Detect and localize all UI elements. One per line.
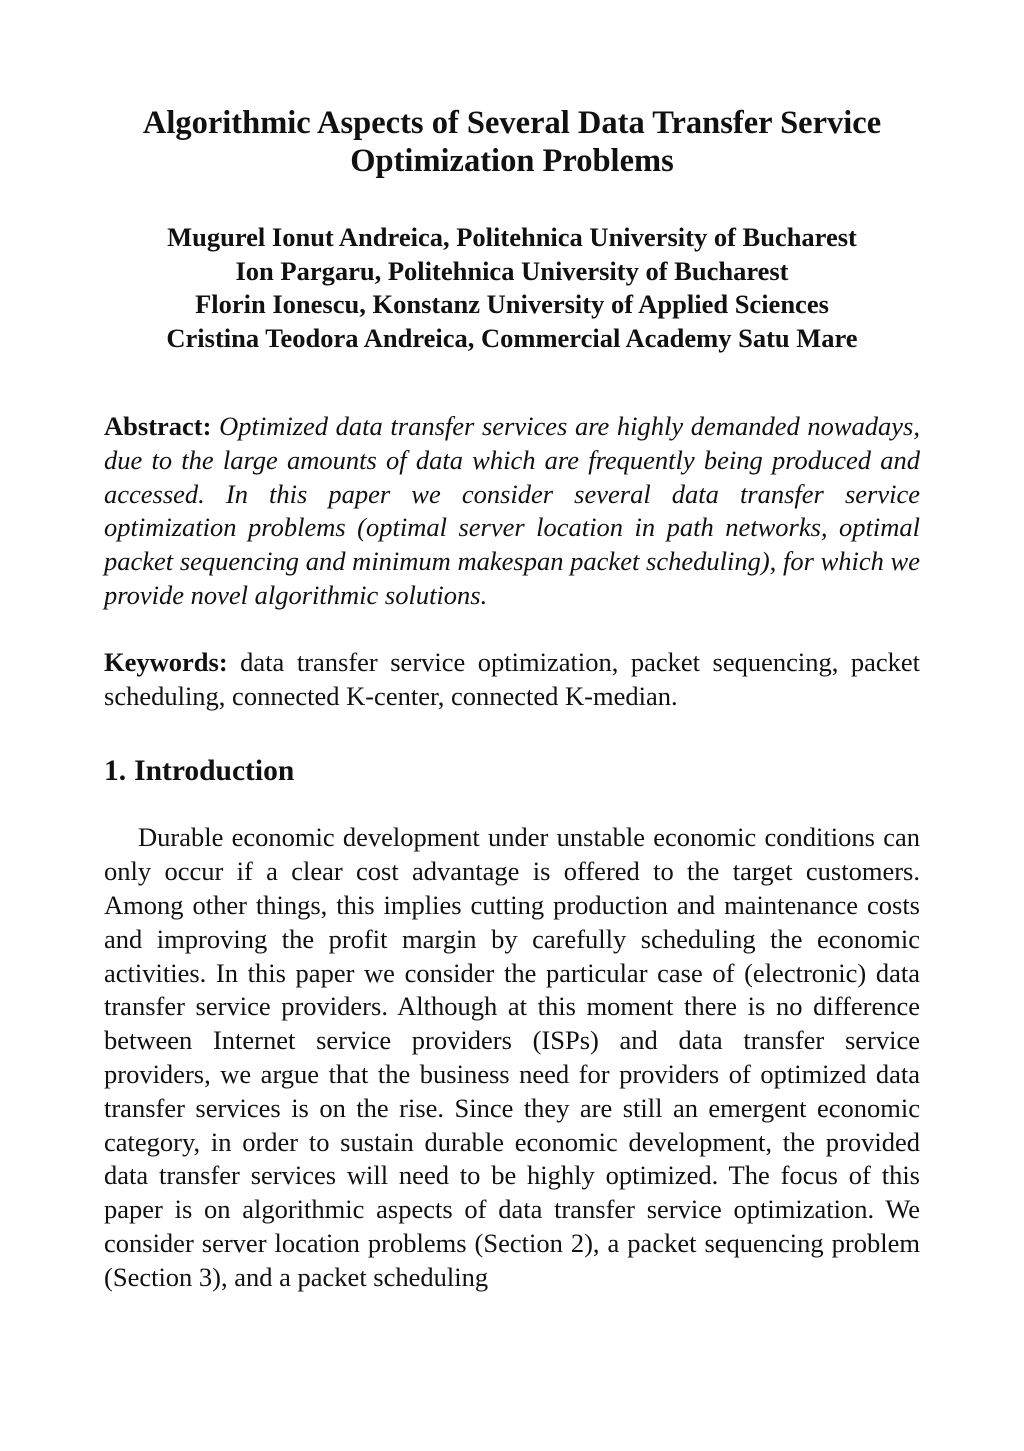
author-4: Cristina Teodora Andreica, Commercial Academy Satu Mare xyxy=(166,322,858,353)
keywords-text: data transfer service optimization, packet sequencing, packet scheduling, connected K-center, connected K-median. xyxy=(104,646,921,711)
title-line-2: Optimization Problems xyxy=(350,143,674,179)
abstract-text: Optimized data transfer services are highly demanded nowadays, due to the large amounts of data which are frequently being produced and accessed. In this paper we consider several data transfer service optimization problems (optimal server location in path networks, optimal packet sequencing and minimum makespan packet scheduling), for which we provide novel algorithmic solutions. xyxy=(104,411,920,610)
section-heading-introduction xyxy=(104,753,920,789)
abstract xyxy=(104,410,920,613)
title-line-1: Algorithmic Aspects of Several Data Transfer Service xyxy=(142,105,882,141)
section-number: 1. xyxy=(104,755,127,788)
author-1: Mugurel Ionut Andreica, Politehnica University of Bucharest xyxy=(167,222,857,252)
introduction-paragraph: Durable economic development under unstable economic conditions can only occur if a clear cost advantage is offered to the target customers. Among other things, this implies cutting production and maintenance costs and improving the profit margin by carefully scheduling the economic activities. In this paper we consider the particular case of (electronic) data transfer service providers. Although at this moment there is no difference between Internet service providers (ISPs) and data transfer service providers, we argue that the business need for providers of optimized data transfer services is on the rise. Since they are still an emergent economic category, in order to sustain durable economic development, the provided data transfer services will need to be highly optimized. The focus of this paper is on algorithmic aspects of data transfer service optimization. We consider server location problems (Section 2), a packet sequencing problem (Section 3), and a packet scheduling xyxy=(104,822,920,1292)
author-3: Florin Ionescu, Konstanz University of Applied Sciences xyxy=(195,289,829,319)
paper-title xyxy=(104,104,920,180)
author-list xyxy=(104,221,920,355)
abstract-label: Abstract: xyxy=(104,411,212,441)
keywords-label: Keywords: xyxy=(104,646,228,677)
paper-page xyxy=(104,104,920,1295)
section-title: Introduction xyxy=(134,755,295,788)
keywords xyxy=(104,646,920,714)
author-2: Ion Pargaru, Politehnica University of Bucharest xyxy=(235,255,789,286)
